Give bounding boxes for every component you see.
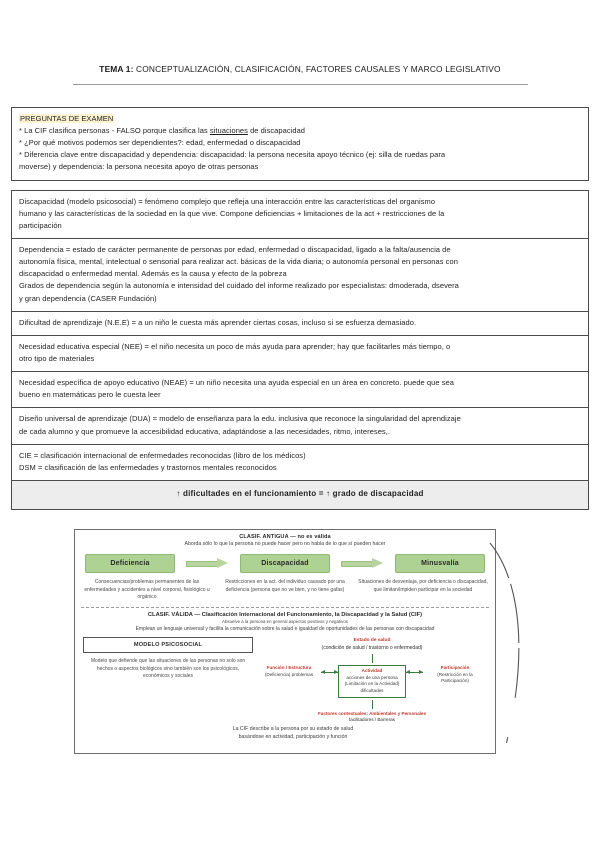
definition-line: autonomía física, mental, intelectual o sensorial para realizar act. básicas de la vida diaria; o autonomía personal en personas con	[19, 257, 458, 267]
definition-box-dificultad-aprendizaje	[11, 312, 589, 336]
caption-line-1: La CIF describe a la persona por su estado de salud	[232, 725, 354, 732]
box-spacer	[11, 181, 589, 190]
arrow-right-icon	[186, 558, 230, 569]
definition-line: CIE = clasificación internacional de enfermedades reconocidas (libro de los médicos)	[19, 450, 306, 460]
classification-chain	[85, 554, 485, 573]
definition-line: humano y las características de la sociedad en la que vive. Compone deficiencias + limitaciones de la act + restricciones de la	[19, 208, 445, 218]
old-classification-title: CLASIF. ANTIGUA — no es válida	[239, 533, 331, 540]
exam-q1-part-a: * La CIF clasifica personas - FALSO porque clasifica las	[19, 126, 210, 136]
double-arrow-icon	[406, 672, 423, 673]
content-boxes	[11, 107, 589, 510]
model-box-label: MODELO PSICOSOCIAL	[83, 637, 253, 653]
page-title-prefix: TEMA 1:	[99, 64, 134, 74]
chain-desc-minusvalia: Situaciones de desventaja, por deficiencia o discapacidad, que limitan/impiden participar en la sociedad	[358, 579, 488, 593]
old-classification-header	[75, 530, 495, 548]
arrow-right-icon	[341, 558, 385, 569]
connector-line	[372, 654, 373, 663]
exam-question-3-line1: * Diferencia clave entre discapacidad y dependencia: discapacidad: la persona necesita apoyo técnico (ej: silla de ruedas para	[19, 150, 446, 160]
exam-q1-underlined: situaciones	[209, 126, 248, 136]
definition-line: Necesidad específica de apoyo educativo (NEAE) = un niño necesita una ayuda especial en un área en concreto. puede que sea	[19, 378, 454, 388]
exam-question-3-line2: moverse) y dependencia: la persona necesita apoyo de otras personas	[19, 162, 259, 172]
title-divider	[73, 84, 528, 85]
cif-model-graph	[253, 637, 487, 723]
definition-line: DSM = clasificación de las enfermedades y trastornos mentales reconocidos	[19, 462, 277, 472]
cif-diagram	[74, 529, 496, 754]
definition-line: Dificultad de aprendizaje (N.E.E) = a un niño le cuesta más aprender ciertas cosas, incluso si se esfuerza demasiado.	[19, 317, 417, 327]
diagram-caption	[168, 725, 418, 742]
cif-subtitle-2: Emplean un lenguaje universal y facilita la comunicación sobre la salud e igualdad de oportunidades de las personas con discapacidad	[135, 626, 435, 633]
definition-line: y gran dependencia (CASER Fundación)	[19, 293, 157, 303]
activity-sub: acciones de una persona	[346, 674, 398, 680]
activity-sub2: (Limitación en la Actividad) dificultades	[344, 681, 400, 693]
chain-descriptions	[81, 579, 489, 601]
definition-box-dependencia	[11, 239, 589, 312]
exam-questions-box	[11, 107, 589, 181]
definition-line: de cada alumno y que promueve la accesibilidad educativa, adaptándose a las necesidades, ritmo, intereses,.	[19, 426, 390, 436]
exam-heading-text: PREGUNTAS DE EXAMEN	[20, 113, 114, 123]
definition-box-dua	[11, 408, 589, 444]
definition-box-discapacidad	[11, 190, 589, 239]
health-state-sub: (condición de salud / trastorno o enfermedad)	[321, 644, 423, 651]
node-function-structure	[257, 665, 321, 678]
caption-line-2: basándose en actividad, participación y función	[238, 734, 348, 741]
exam-q1-part-b: de discapacidad	[247, 126, 306, 136]
chain-box-discapacidad: Discapacidad	[240, 554, 330, 573]
definition-box-neae	[11, 372, 589, 408]
health-state-label: Estado de salud	[353, 638, 391, 644]
node-contextual-factors	[257, 711, 487, 724]
definition-line: discapacidad o enfermedad mental. Además es la causa y efecto de la pobreza	[19, 269, 287, 279]
exam-question-1	[19, 125, 581, 137]
definition-line: Diseño universal de aprendizaje (DUA) = modelo de enseñanza para la edu. inclusiva que reconoce la singularidad del aprendizaje	[19, 414, 461, 424]
definition-box-cie-dsm	[11, 445, 589, 481]
node-participation	[423, 665, 487, 685]
node-health-state	[257, 637, 487, 652]
definition-line: bueno en matemáticas pero le cuesta leer	[19, 390, 161, 400]
node-activity	[338, 665, 406, 698]
definition-line: participación	[19, 220, 62, 230]
activity-label: Actividad	[361, 667, 383, 673]
definition-line: otro tipo de materiales	[19, 354, 95, 364]
chain-desc-discapacidad: Restricciones en la act. del individuo causado por una deficiencia (persona que no ve bien, y no tiene gafas)	[225, 579, 345, 593]
context-label: Factores contextuales: Ambientales y Personales	[317, 710, 427, 716]
summary-box	[11, 481, 589, 510]
chain-box-deficiencia: Deficiencia	[85, 554, 175, 573]
definition-line: Grados de dependencia según la autonomía e intensidad del cuidado del informe realizado por especialistas: dmoderada, dsevera	[19, 281, 459, 291]
page-title-rest: CONCEPTUALIZACIÓN, CLASIFICACIÓN, FACTORES CAUSALES Y MARCO LEGISLATIVO	[133, 64, 501, 74]
cif-body	[75, 637, 495, 723]
participation-sub: (Restricción en la Participación)	[437, 671, 473, 684]
title-block	[0, 0, 600, 85]
function-label: Función / Estructura	[266, 664, 312, 670]
summary-text: ↑ dificultades en el funcionamiento = ↑ grado de discapacidad	[176, 489, 424, 499]
diagram-divider	[81, 607, 489, 608]
chain-desc-deficiencia: Consecuencias/problemas permanentes de las enfermedades y accidentes a nivel corporal, fisiológico u orgánico	[84, 579, 210, 600]
model-description: Modelo que defiende que las situaciones de las personas no solo son hechos o aspectos biológicos sino también son los psicológicos, económicos y sociales	[90, 658, 246, 680]
definition-box-nee	[11, 336, 589, 372]
psychosocial-model-panel	[83, 637, 253, 723]
chain-box-minusvalia: Minusvalía	[395, 554, 485, 573]
function-sub: (Deficiencia) problemas	[264, 671, 314, 677]
exam-heading	[19, 113, 581, 125]
definition-line: Dependencia = estado de carácter permanente de personas por edad, enfermedad o discapacidad, ligado a la falta/ausencia de	[19, 245, 451, 255]
page-title	[30, 64, 570, 75]
cif-subtitle-1: Absuelve a la persona en general aspectos positivos y negativos	[222, 619, 348, 625]
exam-question-2: * ¿Por qué motivos podemos ser dependientes?: edad, enfermedad o discapacidad	[19, 138, 301, 148]
context-sub: facilitadores / Barreras	[349, 716, 395, 722]
connector-line	[372, 700, 373, 709]
cif-title: CLASIF. VÁLIDA — Clasificación Internacional del Funcionamiento, la Discapacidad y la Salud (CIF)	[147, 612, 423, 619]
cif-triad	[257, 665, 487, 698]
participation-label: Participación	[440, 664, 470, 670]
hand-drawn-bracket-icon	[488, 537, 534, 752]
definition-line: Necesidad educativa especial (NEE) = el niño necesita un poco de más ayuda para aprender; hay que facilitarles más tiempo, o	[19, 341, 451, 351]
old-classification-subtitle: Aborda sólo lo que la persona no puede hacer pero no habla de lo que sí pueden hacer	[184, 541, 386, 548]
definition-line: Discapacidad (modelo psicosocial) = fenómeno complejo que refleja una interacción entre las características del organismo	[19, 196, 436, 206]
diagram-area	[0, 529, 600, 794]
double-arrow-icon	[321, 672, 338, 673]
